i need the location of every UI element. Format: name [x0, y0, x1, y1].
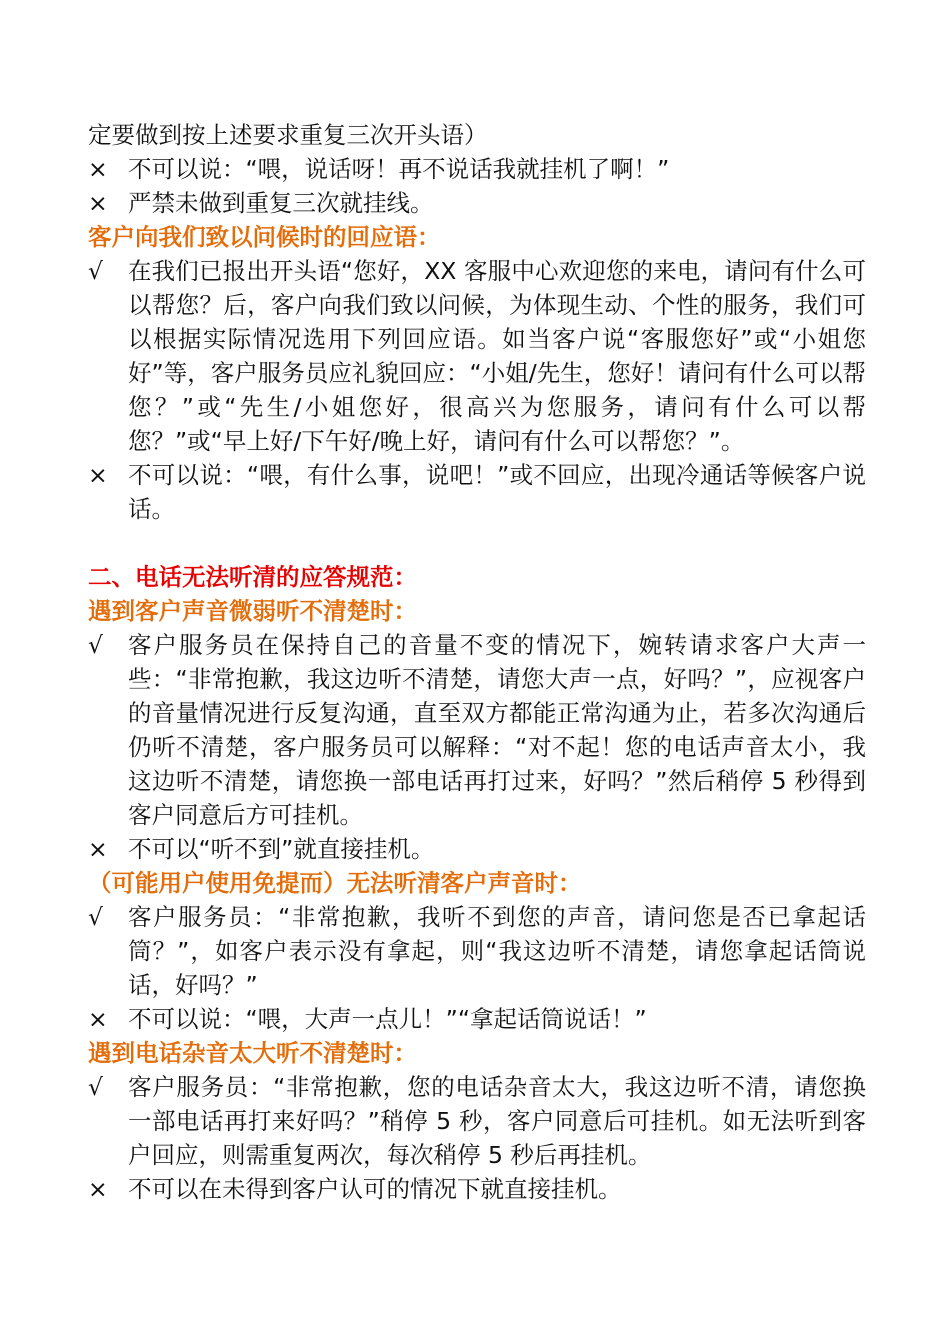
rule-text: 客户服务员：“非常抱歉，我听不到您的声音，请问您是否已拿起话筒？”，如客户表示没有拿起，则“我这边听不清楚，请您拿起话筒说话，好吗？” [128, 903, 866, 999]
rule-text: 客户服务员：“非常抱歉，您的电话杂音太大，我这边听不清，请您换一部电话再打来好吗？”稍停 5 秒，客户同意后可挂机。如无法听到客户回应，则需重复两次，每次稍停 5 秒后再挂机。 [128, 1073, 866, 1169]
rule-item [88, 254, 866, 458]
continuation-text: 定要做到按上述要求重复三次开头语） [88, 121, 488, 149]
check-mark: √ [88, 257, 103, 285]
subheading-weak-voice: 遇到客户声音微弱听不清楚时： [88, 597, 417, 625]
rule-item [88, 152, 866, 186]
rule-text: 不可以“听不到”就直接挂机。 [128, 835, 435, 863]
rule-item [88, 1070, 866, 1172]
rule-text: 客户服务员在保持自己的音量不变的情况下，婉转请求客户大声一些：“非常抱歉，我这边听不清楚，请您大声一点，好吗？”，应视客户的音量情况进行反复沟通，直至双方都能正常沟通为止，若多次沟通后仍听不清楚，客户服务员可以解释：“对不起！您的电话声音太小，我这边听不清楚，请您换一部电话再打过来，好吗？”然后稍停 5 秒得到客户同意后方可挂机。 [128, 631, 866, 829]
rule-text: 不可以说：“喂，大声一点儿！”“拿起话筒说话！” [128, 1005, 647, 1033]
rule-text: 在我们已报出开头语“您好，XX 客服中心欢迎您的来电，请问有什么可以帮您？后，客户向我们致以问候，为体现生动、个性的服务，我们可以根据实际情况选用下列回应语。如当客户说“客服您好”或“小姐您好”等，客户服务员应礼貌回应：“小姐/先生，您好！请问有什么可以帮您？”或“先生/小姐您好，很高兴为您服务，请问有什么可以帮您？”或“早上好/下午好/晚上好，请问有什么可以帮您？”。 [128, 257, 866, 455]
rule-text: 严禁未做到重复三次就挂线。 [128, 189, 434, 217]
check-mark: √ [88, 631, 103, 659]
check-mark: √ [88, 1073, 103, 1101]
cross-mark: × [88, 835, 108, 863]
cross-mark: × [88, 1005, 108, 1033]
subheading-noise: 遇到电话杂音太大听不清楚时： [88, 1039, 417, 1067]
rule-item [88, 900, 866, 1002]
document-page [88, 118, 866, 1206]
cross-mark: × [88, 155, 108, 183]
rule-text: 不可以说：“喂，有什么事，说吧！”或不回应，出现冷通话等候客户说话。 [128, 461, 866, 523]
section-title: 二、电话无法听清的应答规范： [88, 563, 417, 591]
rule-text: 不可以在未得到客户认可的情况下就直接挂机。 [128, 1175, 622, 1203]
rule-item [88, 628, 866, 832]
rule-item [88, 1172, 866, 1206]
paragraph-spacer [88, 526, 866, 560]
cross-mark: × [88, 189, 108, 217]
subheading-greeting: 客户向我们致以问候时的回应语： [88, 223, 441, 251]
rule-text: 不可以说：“喂，说话呀！再不说话我就挂机了啊！” [128, 155, 670, 183]
cross-mark: × [88, 461, 108, 489]
rule-item [88, 458, 866, 526]
check-mark: √ [88, 903, 103, 931]
rule-item [88, 1002, 866, 1036]
cross-mark: × [88, 1175, 108, 1203]
rule-item [88, 832, 866, 866]
rule-item [88, 186, 866, 220]
subheading-handsfree: （可能用户使用免提而）无法听清客户声音时： [88, 869, 582, 897]
